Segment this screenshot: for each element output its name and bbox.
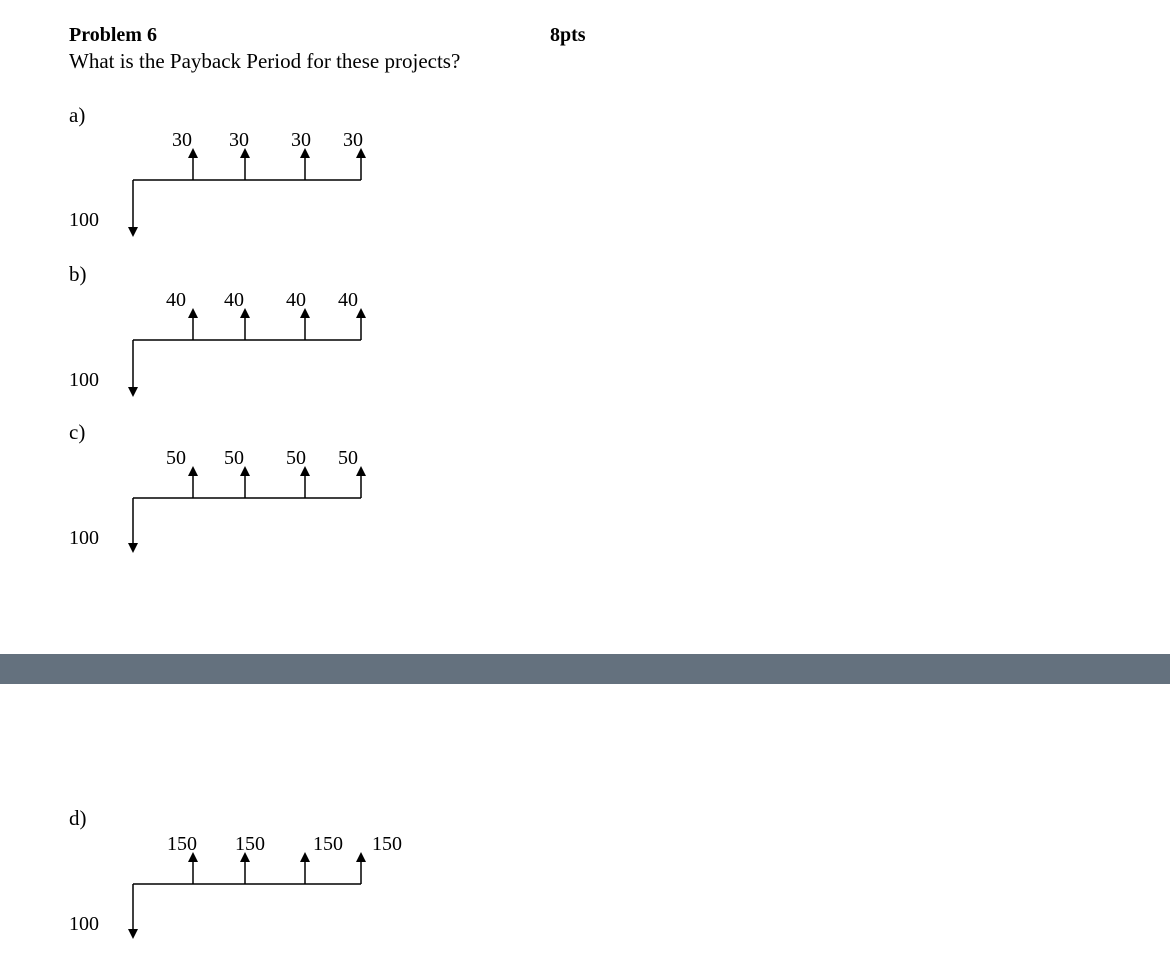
outflow-arrowhead bbox=[128, 227, 138, 237]
inflow-value: 30 bbox=[291, 129, 311, 151]
inflow-value: 40 bbox=[286, 289, 306, 311]
initial-outflow-value: 100 bbox=[69, 209, 99, 231]
inflow-value: 30 bbox=[172, 129, 192, 151]
inflow-value: 150 bbox=[167, 833, 197, 855]
initial-outflow-value: 100 bbox=[69, 369, 99, 391]
inflow-value: 150 bbox=[313, 833, 343, 855]
inflow-value: 30 bbox=[343, 129, 363, 151]
inflow-value: 150 bbox=[235, 833, 265, 855]
cash-flow-diagram-c bbox=[0, 448, 1170, 578]
inflow-value: 30 bbox=[229, 129, 249, 151]
part-label-a: a) bbox=[69, 103, 86, 127]
part-label-c: c) bbox=[69, 420, 86, 444]
outflow-arrowhead bbox=[128, 929, 138, 939]
inflow-arrowhead bbox=[188, 466, 198, 476]
inflow-arrowhead bbox=[188, 308, 198, 318]
cash-flow-diagram-b bbox=[0, 290, 1170, 420]
inflow-value: 150 bbox=[372, 833, 402, 855]
part-label-d: d) bbox=[69, 806, 87, 830]
inflow-value: 50 bbox=[338, 447, 358, 469]
cash-flow-diagram-a bbox=[0, 130, 1170, 260]
inflow-value: 40 bbox=[224, 289, 244, 311]
problem-title: Problem 6 bbox=[69, 24, 157, 46]
inflow-value: 50 bbox=[286, 447, 306, 469]
inflow-value: 50 bbox=[166, 447, 186, 469]
inflow-value: 40 bbox=[338, 289, 358, 311]
points-value: 8pts bbox=[550, 24, 586, 46]
problem-question: What is the Payback Period for these projects? bbox=[69, 49, 461, 73]
part-label-b: b) bbox=[69, 262, 87, 286]
inflow-value: 50 bbox=[224, 447, 244, 469]
inflow-arrowhead bbox=[356, 852, 366, 862]
inflow-arrowhead bbox=[300, 852, 310, 862]
cash-flow-diagram-d bbox=[0, 834, 1170, 964]
inflow-value: 40 bbox=[166, 289, 186, 311]
page-separator-bar bbox=[0, 654, 1170, 684]
outflow-arrowhead bbox=[128, 543, 138, 553]
outflow-arrowhead bbox=[128, 387, 138, 397]
initial-outflow-value: 100 bbox=[69, 913, 99, 935]
initial-outflow-value: 100 bbox=[69, 527, 99, 549]
